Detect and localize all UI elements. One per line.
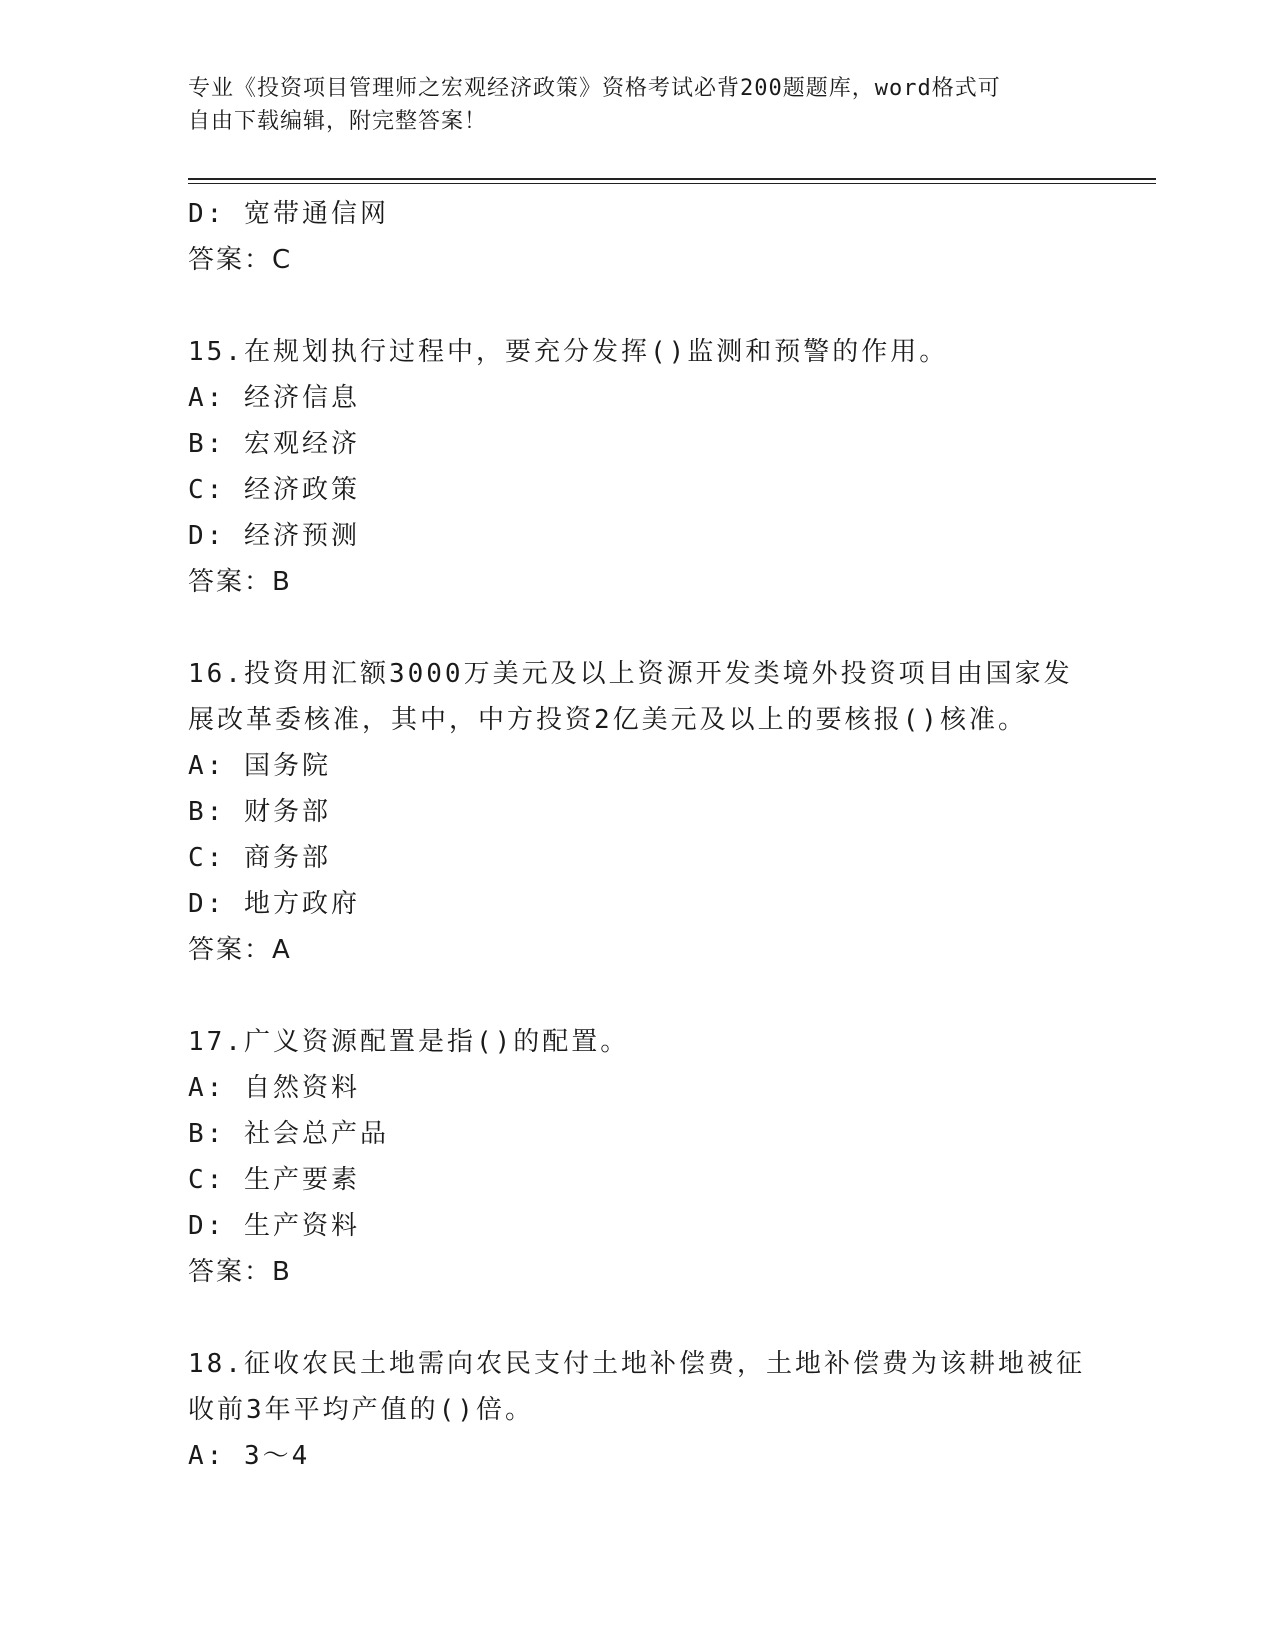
header-line-2: 自由下载编辑，附完整答案！ (188, 109, 488, 134)
option-d: D: 宽带通信网 (188, 199, 389, 229)
option-b: B: 财务部 (188, 797, 331, 827)
option-d: D: 生产资料 (188, 1211, 360, 1241)
option-c: C: 生产要素 (188, 1165, 360, 1195)
option-a: A: 经济信息 (188, 383, 360, 413)
option-a: A: 国务院 (188, 751, 331, 781)
option-c: C: 商务部 (188, 843, 331, 873)
question-18 (188, 1341, 1088, 1479)
answer: 答案：A (188, 935, 292, 965)
header-divider-thin (188, 183, 1156, 184)
question-text-cont: 收前3年平均产值的()倍。 (188, 1395, 534, 1425)
question-text: 16.投资用汇额3000万美元及以上资源开发类境外投资项目由国家发 (188, 659, 1073, 689)
question-text: 18.征收农民土地需向农民支付土地补偿费，土地补偿费为该耕地被征 (188, 1349, 1085, 1379)
answer: 答案：C (188, 245, 293, 275)
option-d: D: 地方政府 (188, 889, 360, 919)
option-d: D: 经济预测 (188, 521, 360, 551)
question-15 (188, 329, 1088, 605)
question-text: 17.广义资源配置是指()的配置。 (188, 1027, 630, 1057)
header-divider-thick (188, 178, 1156, 180)
question-16 (188, 651, 1088, 973)
question-text-cont: 展改革委核准，其中，中方投资2亿美元及以上的要核报()核准。 (188, 705, 1027, 735)
option-b: B: 宏观经济 (188, 429, 360, 459)
option-a: A: 3～4 (188, 1441, 311, 1471)
option-c: C: 经济政策 (188, 475, 360, 505)
answer: 答案：B (188, 1257, 292, 1287)
header-line-1: 专业《投资项目管理师之宏观经济政策》资格考试必背200题题库，word格式可 (188, 76, 1001, 101)
answer: 答案：B (188, 567, 292, 597)
option-b: B: 社会总产品 (188, 1119, 389, 1149)
question-text: 15.在规划执行过程中，要充分发挥()监测和预警的作用。 (188, 337, 949, 367)
document-header (188, 72, 1088, 138)
question-list (188, 191, 1088, 1479)
question-17 (188, 1019, 1088, 1295)
option-a: A: 自然资料 (188, 1073, 360, 1103)
